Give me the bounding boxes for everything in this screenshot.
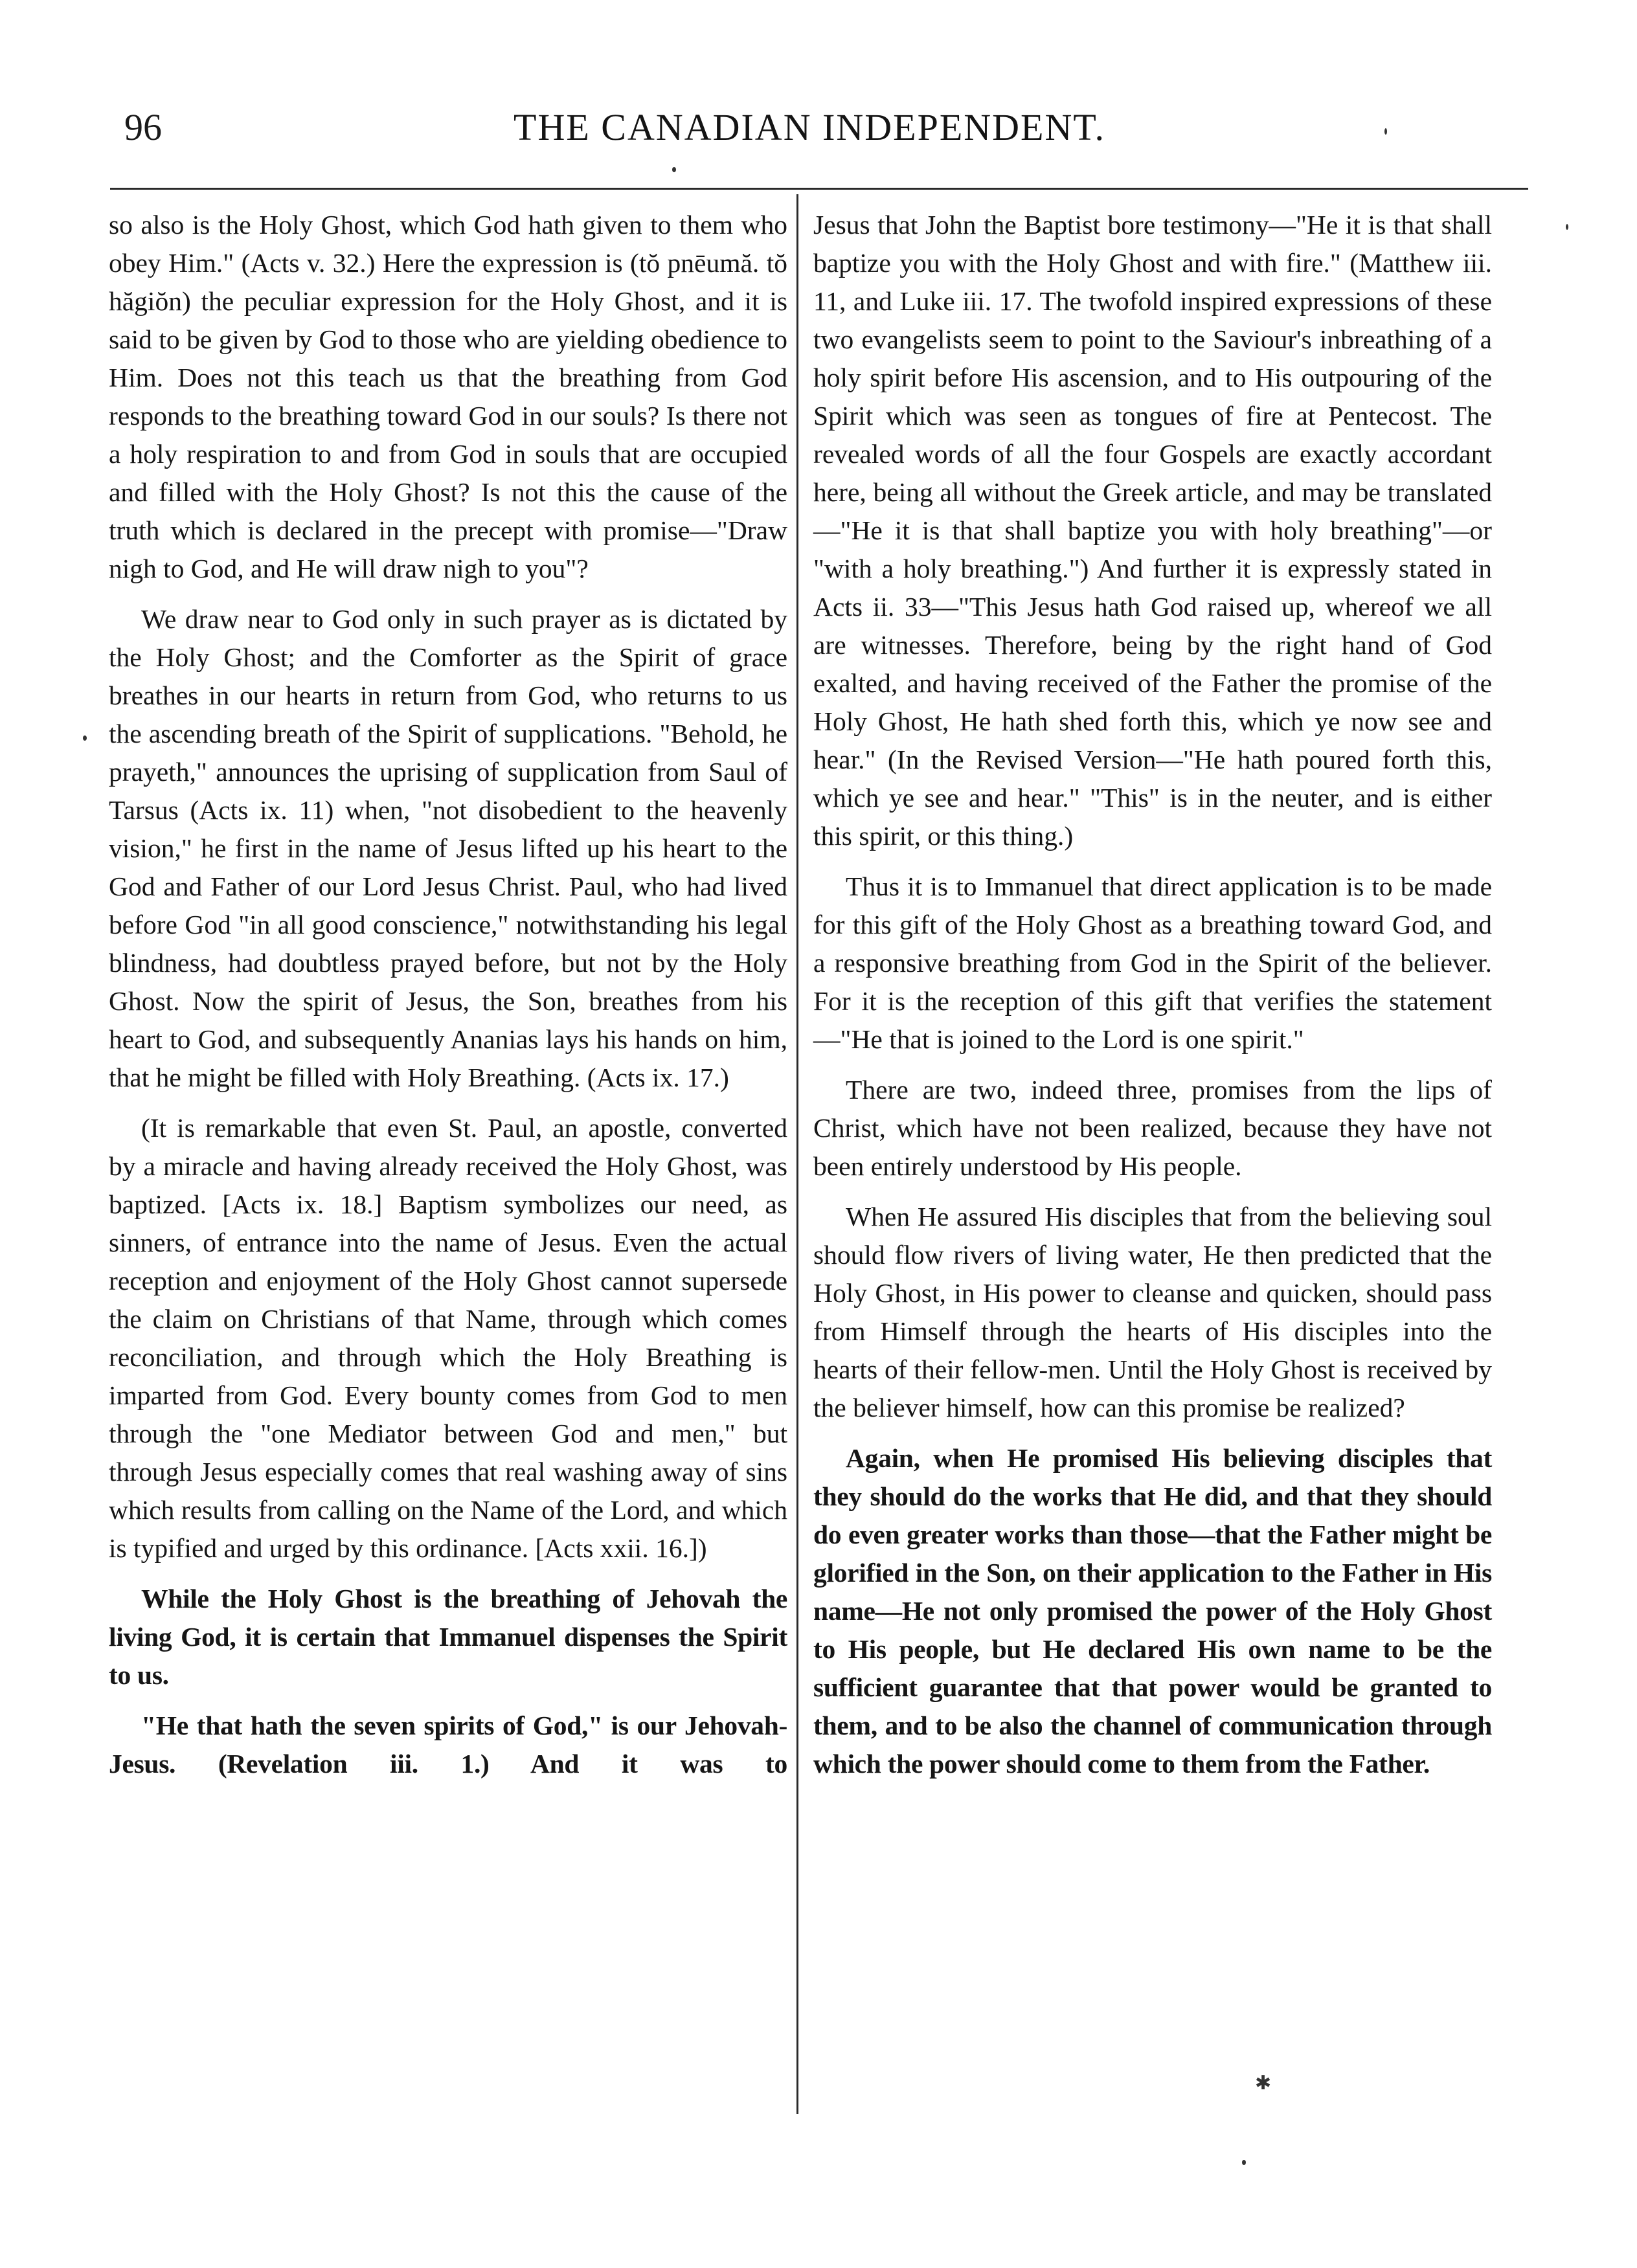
ink-speck <box>672 167 676 172</box>
paragraph: so also is the Holy Ghost, which God hath given to them who obey Him." (Acts v. 32.) Here the expression is (tŏ pnēumă. tŏ hăgiŏn) the peculiar expression for the Holy Ghost, and it is said to be given by God to those who are yielding obedience to Him. Does not this teach us that the breathing from God responds to the breathing toward God in our souls? Is there not a holy respiration to and from God in souls that are occupied and filled with the Holy Ghost? Is not this the cause of the truth which is declared in the precept with promise—"Draw nigh to God, and He will draw nigh to you"? <box>109 210 787 583</box>
paragraph: Again, when He promised His believing disciples that they should do the works that He did, and that they should do even greater works than those—that the Father might be glorified in the Son, on their application to the Father in His name—He not only promised the power of the Holy Ghost to His people, but He declared His own name to be the sufficient guarantee that that power would be granted to them, and to be also the channel of communication through which the power should come to them from the Father. <box>813 1443 1492 1779</box>
header-rule <box>110 188 1528 190</box>
paragraph: "He that hath the seven spirits of God," is our Jehovah-Jesus. (Revelation iii. 1.) And it was to <box>109 1711 787 1779</box>
paragraph: We draw near to God only in such prayer as is dictated by the Holy Ghost; and the Comforter as the Spirit of grace breathes in our hearts in return from God, who returns to us the ascending breath of the Spirit of supplications. "Behold, he prayeth," announces the uprising of supplication from Saul of Tarsus (Acts ix. 11) when, "not disobedient to the heavenly vision," he first in the name of Jesus lifted up his heart to the God and Father of our Lord Jesus Christ. Paul, who had lived before God "in all good conscience," notwithstanding his legal blindness, had doubtless prayed before, but not by the Holy Ghost. Now the spirit of Jesus, the Son, breathes from his heart to God, and subsequently Ananias lays his hands on him, that he might be filled with Holy Breathing. (Acts ix. 17.) <box>109 604 787 1092</box>
paragraph: (It is remarkable that even St. Paul, an apostle, converted by a miracle and having already received the Holy Ghost, was baptized. [Acts ix. 18.] Baptism symbolizes our need, as sinners, of entrance into the name of Jesus. Even the actual reception and enjoyment of the Holy Ghost cannot supersede the claim on Christians of that Name, through which comes reconciliation, and through which the Holy Breathing is imparted from God. Every bounty comes from God to men through the "one Mediator between God and men," but through Jesus especially comes that real washing away of sins which results from calling on the Name of the Lord, and which is typified and urged by this ordinance. [Acts xxii. 16.]) <box>109 1113 787 1563</box>
ink-speck <box>1566 224 1568 230</box>
ink-speck <box>1242 2160 1246 2165</box>
ink-speck <box>83 735 87 741</box>
page-number: 96 <box>124 106 162 148</box>
paragraph: Jesus that John the Baptist bore testimony—"He it is that shall baptize you with the Holy Ghost and with fire." (Matthew iii. 11, and Luke iii. 17. The twofold inspired expressions of these two evangelists seem to point to the Saviour's inbreathing of a holy spirit before His ascension, and to His outpouring of the Spirit which was seen as tongues of fire at Pentecost. The revealed words of all the four Gospels are exactly accordant here, being all without the Greek article, and may be translated—"He it is that shall baptize you with holy breathing"—or "with a holy breathing.") And further it is expressly stated in Acts ii. 33—"This Jesus hath God raised up, whereof we all are witnesses. Therefore, being by the right hand of God exalted, and having received of the Father the promise of the Holy Ghost, He hath shed forth this, which ye now see and hear." (In the Revised Version—"He hath poured forth this, which ye see and hear." "This" is in the neuter, and is either this spirit, or this thing.) <box>813 210 1492 851</box>
ink-speck <box>1384 128 1387 135</box>
paragraph: There are two, indeed three, promises from the lips of Christ, which have not been realized, because they have not been entirely understood by His people. <box>813 1075 1492 1181</box>
paragraph: Thus it is to Immanuel that direct application is to be made for this gift of the Holy Ghost as a breathing toward God, and a responsive breathing from God in the Spirit of the believer. For it is the reception of this gift that verifies the statement —"He that is joined to the Lord is one spirit." <box>813 871 1492 1054</box>
column-rule <box>796 194 798 2114</box>
paragraph: When He assured His disciples that from the believing soul should flow rivers of living water, He then predicted that the Holy Ghost, in His power to cleanse and quicken, should pass from Himself through the hearts of His disciples into the hearts of their fellow-men. Until the Holy Ghost is received by the believer himself, how can this promise be realized? <box>813 1202 1492 1422</box>
running-head: THE CANADIAN INDEPENDENT. <box>514 106 1105 148</box>
paragraph: While the Holy Ghost is the breathing of Jehovah the living God, it is certain that Immanuel dispenses the Spirit to us. <box>109 1584 787 1690</box>
right-column <box>813 206 1492 1783</box>
ornament-mark: ✱ <box>1255 2072 1272 2094</box>
left-column <box>109 206 787 1783</box>
